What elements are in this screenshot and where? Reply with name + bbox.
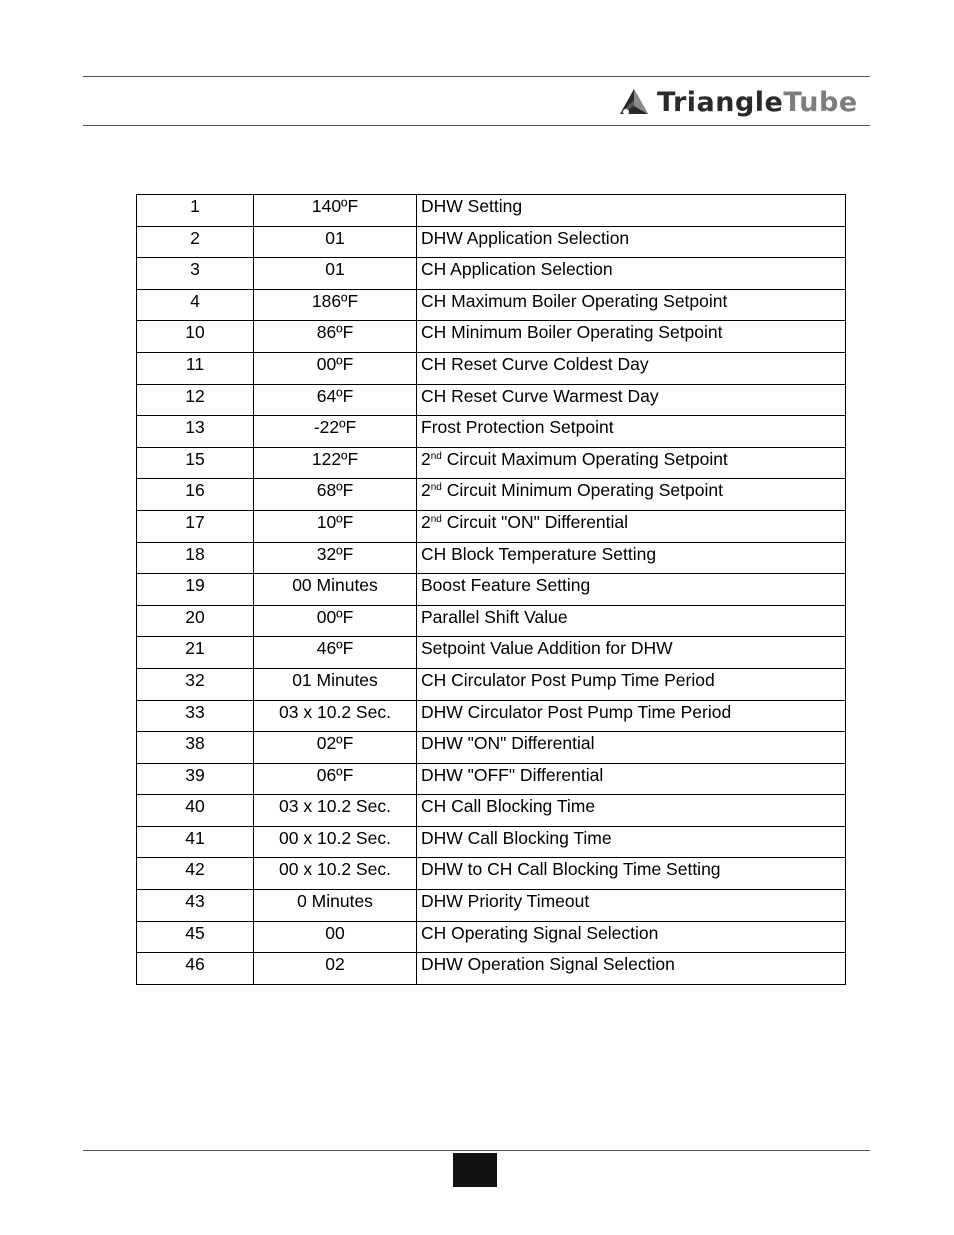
default-value-cell: 64ºF: [254, 384, 417, 416]
parameter-number-cell: 2: [137, 226, 254, 258]
default-value-cell: 01 Minutes: [254, 668, 417, 700]
parameter-number-cell: 10: [137, 321, 254, 353]
description-cell: [417, 542, 846, 574]
parameter-number-cell: 1: [137, 195, 254, 227]
description-text: DHW Application Selection: [421, 227, 630, 248]
description-text: DHW "OFF" Differential: [421, 764, 604, 785]
description-cell: [417, 226, 846, 258]
default-value-cell: 140ºF: [254, 195, 417, 227]
table-row: [137, 384, 846, 416]
table-row: [137, 352, 846, 384]
default-value-cell: 00ºF: [254, 605, 417, 637]
parameter-settings-table: [136, 194, 846, 985]
description-cell: [417, 795, 846, 827]
default-value-cell: 01: [254, 226, 417, 258]
parameter-number-cell: 40: [137, 795, 254, 827]
parameter-number-cell: 39: [137, 763, 254, 795]
parameter-number-cell: 17: [137, 510, 254, 542]
description-text: Frost Protection Setpoint: [421, 417, 614, 438]
parameter-number-cell: 15: [137, 447, 254, 479]
description-text: CH Minimum Boiler Operating Setpoint: [421, 322, 723, 343]
default-value-cell: 01: [254, 258, 417, 290]
parameter-number-cell: 42: [137, 858, 254, 890]
table-row: [137, 447, 846, 479]
table-row: [137, 953, 846, 985]
table-row: [137, 700, 846, 732]
default-value-cell: 03 x 10.2 Sec.: [254, 795, 417, 827]
table-row: [137, 732, 846, 764]
description-text: Parallel Shift Value: [421, 606, 568, 627]
default-value-cell: 122ºF: [254, 447, 417, 479]
description-cell: [417, 605, 846, 637]
parameter-number-cell: 18: [137, 542, 254, 574]
default-value-cell: 86ºF: [254, 321, 417, 353]
default-value-cell: 10ºF: [254, 510, 417, 542]
table-row: [137, 921, 846, 953]
table-row: [137, 668, 846, 700]
description-cell: [417, 574, 846, 606]
footer-rule: [83, 1150, 870, 1151]
description-text: Circuit Maximum Operating Setpoint: [441, 448, 728, 469]
parameter-number-cell: 20: [137, 605, 254, 637]
description-cell: [417, 858, 846, 890]
parameter-number-cell: 16: [137, 479, 254, 511]
default-value-cell: 00 x 10.2 Sec.: [254, 858, 417, 890]
default-value-cell: 46ºF: [254, 637, 417, 669]
logo-wordmark: [657, 86, 858, 120]
description-text: DHW to CH Call Blocking Time Setting: [421, 859, 721, 880]
table-row: [137, 416, 846, 448]
description-text: CH Application Selection: [421, 259, 613, 280]
description-text: CH Reset Curve Warmest Day: [421, 385, 659, 406]
parameter-number-cell: 33: [137, 700, 254, 732]
parameter-number-cell: 45: [137, 921, 254, 953]
description-text: Circuit "ON" Differential: [441, 511, 629, 532]
description-ordinal-suffix: nd: [430, 482, 442, 494]
description-cell: [417, 352, 846, 384]
description-cell: [417, 637, 846, 669]
description-text: Setpoint Value Addition for DHW: [421, 638, 673, 659]
default-value-cell: 02: [254, 953, 417, 985]
description-text: CH Call Blocking Time: [421, 796, 596, 817]
default-value-cell: 00 x 10.2 Sec.: [254, 826, 417, 858]
parameter-number-cell: 21: [137, 637, 254, 669]
parameter-table-body: [137, 195, 846, 985]
logo-word-tube: Tube: [783, 87, 858, 118]
description-text: DHW Setting: [421, 196, 523, 216]
header-top-rule: [83, 76, 870, 77]
parameter-number-cell: 11: [137, 352, 254, 384]
description-cell: [417, 289, 846, 321]
default-value-cell: 02ºF: [254, 732, 417, 764]
parameter-number-cell: 13: [137, 416, 254, 448]
description-ordinal-suffix: nd: [430, 450, 442, 462]
description-text: DHW Priority Timeout: [421, 891, 590, 912]
description-cell: [417, 416, 846, 448]
table-row: [137, 289, 846, 321]
description-text: Circuit Minimum Operating Setpoint: [441, 480, 723, 501]
table-row: [137, 574, 846, 606]
parameter-number-cell: 38: [137, 732, 254, 764]
parameter-number-cell: 46: [137, 953, 254, 985]
description-text: DHW Operation Signal Selection: [421, 954, 675, 975]
triangle-tube-logo: [617, 86, 858, 120]
table-row: [137, 890, 846, 922]
table-row: [137, 858, 846, 890]
description-ordinal: 2: [421, 480, 431, 501]
description-cell: [417, 479, 846, 511]
description-text: DHW Call Blocking Time: [421, 827, 612, 848]
description-text: DHW "ON" Differential: [421, 733, 595, 754]
description-cell: [417, 732, 846, 764]
table-row: [137, 605, 846, 637]
table-row: [137, 479, 846, 511]
description-cell: [417, 890, 846, 922]
table-row: [137, 826, 846, 858]
table-row: [137, 321, 846, 353]
description-cell: [417, 510, 846, 542]
table-row: [137, 226, 846, 258]
parameter-number-cell: 4: [137, 289, 254, 321]
table-row: [137, 258, 846, 290]
description-cell: [417, 447, 846, 479]
default-value-cell: 03 x 10.2 Sec.: [254, 700, 417, 732]
page-number-tab: [453, 1153, 497, 1187]
description-cell: [417, 195, 846, 227]
default-value-cell: 68ºF: [254, 479, 417, 511]
default-value-cell: 32ºF: [254, 542, 417, 574]
description-text: CH Reset Curve Coldest Day: [421, 353, 649, 374]
header-bottom-rule: [83, 125, 870, 126]
table-row: [137, 795, 846, 827]
description-text: DHW Circulator Post Pump Time Period: [421, 701, 732, 722]
default-value-cell: 186ºF: [254, 289, 417, 321]
description-cell: [417, 700, 846, 732]
default-value-cell: 0 Minutes: [254, 890, 417, 922]
parameter-number-cell: 41: [137, 826, 254, 858]
description-cell: [417, 763, 846, 795]
table-row: [137, 637, 846, 669]
description-text: CH Operating Signal Selection: [421, 922, 659, 943]
description-cell: [417, 921, 846, 953]
description-ordinal: 2: [421, 448, 431, 469]
description-ordinal-suffix: nd: [430, 513, 442, 525]
default-value-cell: 00 Minutes: [254, 574, 417, 606]
description-cell: [417, 953, 846, 985]
table-row: [137, 195, 846, 227]
parameter-number-cell: 3: [137, 258, 254, 290]
description-text: CH Block Temperature Setting: [421, 543, 657, 564]
default-value-cell: 06ºF: [254, 763, 417, 795]
description-text: Boost Feature Setting: [421, 575, 591, 596]
parameter-number-cell: 43: [137, 890, 254, 922]
table-row: [137, 763, 846, 795]
description-cell: [417, 668, 846, 700]
description-ordinal: 2: [421, 511, 431, 532]
description-cell: [417, 321, 846, 353]
parameter-number-cell: 19: [137, 574, 254, 606]
default-value-cell: 00: [254, 921, 417, 953]
description-cell: [417, 826, 846, 858]
triangle-tube-logo-icon: [617, 86, 651, 120]
description-cell: [417, 384, 846, 416]
description-text: CH Circulator Post Pump Time Period: [421, 669, 715, 690]
table-row: [137, 510, 846, 542]
parameter-number-cell: 12: [137, 384, 254, 416]
default-value-cell: -22ºF: [254, 416, 417, 448]
parameter-number-cell: 32: [137, 668, 254, 700]
description-text: CH Maximum Boiler Operating Setpoint: [421, 290, 728, 311]
table-row: [137, 542, 846, 574]
default-value-cell: 00ºF: [254, 352, 417, 384]
logo-word-triangle: Triangle: [657, 87, 784, 118]
description-cell: [417, 258, 846, 290]
